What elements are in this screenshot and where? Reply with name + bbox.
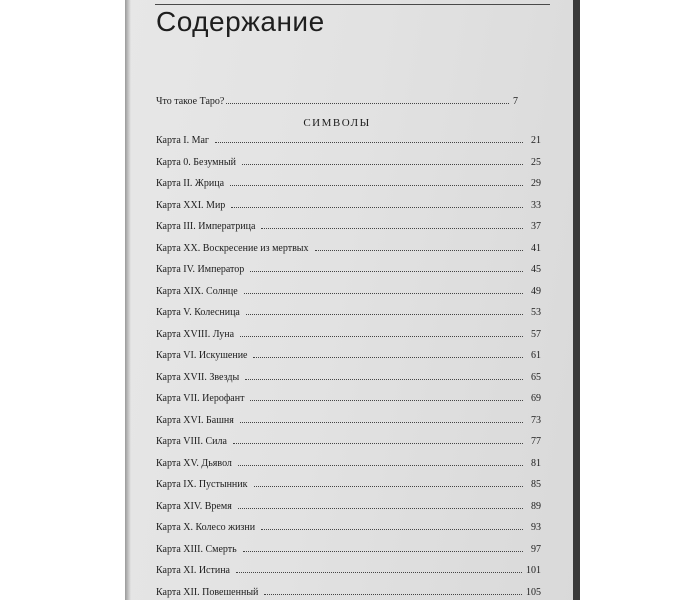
section-heading: СИМВОЛЫ: [156, 117, 518, 129]
leader-dots: [240, 335, 523, 337]
leader-dots: [244, 292, 523, 294]
toc-entry: [156, 264, 541, 286]
toc-entry-page: 89: [527, 501, 541, 512]
toc-entry: [156, 522, 541, 544]
toc-entry: [156, 372, 541, 394]
leader-dots: [254, 485, 524, 487]
toc-intro-label: Что такое Таро?: [156, 96, 224, 107]
toc-entry-label: Карта XIII. Смерть: [156, 544, 241, 555]
toc-entry: [156, 415, 541, 437]
toc-entry: [156, 458, 541, 480]
toc-entry-page: 73: [527, 415, 541, 426]
toc-entry-label: Карта VIII. Сила: [156, 436, 231, 447]
page-edge-shadow: [125, 0, 131, 600]
leader-dots: [233, 442, 523, 444]
toc-entry-label: Карта III. Императрица: [156, 221, 259, 232]
leader-dots: [246, 313, 523, 315]
toc-entry-page: 65: [527, 372, 541, 383]
toc-entry-label: Карта XIV. Время: [156, 501, 236, 512]
toc-entry-page: 77: [527, 436, 541, 447]
toc-entry-label: Карта X. Колесо жизни: [156, 522, 259, 533]
toc-entry-label: Карта XII. Повешенный: [156, 587, 262, 598]
toc-entry-page: 49: [527, 286, 541, 297]
toc-entry: [156, 307, 541, 329]
toc-entry: [156, 243, 541, 265]
toc-entry-page: 105: [526, 587, 541, 598]
toc-entry-label: Карта IX. Пустынник: [156, 479, 252, 490]
leader-dots: [240, 421, 523, 423]
toc-entry: [156, 157, 541, 179]
toc-entry-label: Карта XX. Воскресение из мертвых: [156, 243, 313, 254]
toc-entry-label: Карта XI. Истина: [156, 565, 234, 576]
leader-dots: [250, 399, 523, 401]
toc-entry-label: Карта II. Жрица: [156, 178, 228, 189]
toc-entry: [156, 135, 541, 157]
toc-entry-page: 53: [527, 307, 541, 318]
leader-dots: [236, 571, 522, 573]
leader-dots: [242, 163, 523, 165]
leader-dots: [261, 528, 523, 530]
toc-entry-label: Карта 0. Безумный: [156, 157, 240, 168]
toc-entry-page: 97: [527, 544, 541, 555]
page-title: Содержание: [156, 6, 325, 38]
toc-intro-row: [156, 96, 518, 107]
leader-dots: [215, 141, 523, 143]
toc-entry-page: 93: [527, 522, 541, 533]
leader-dots: [238, 507, 523, 509]
toc-entry: [156, 501, 541, 523]
toc-entry-label: Карта XIX. Солнце: [156, 286, 242, 297]
toc-entry-page: 21: [527, 135, 541, 146]
toc-entry-page: 81: [527, 458, 541, 469]
toc-entry-label: Карта IV. Император: [156, 264, 248, 275]
toc-entry-page: 41: [527, 243, 541, 254]
book-spine: [573, 0, 580, 600]
toc-entry-page: 57: [527, 329, 541, 340]
toc-entry-page: 61: [527, 350, 541, 361]
toc-list: [156, 135, 541, 608]
toc-entry: [156, 178, 541, 200]
toc-entry: [156, 544, 541, 566]
leader-dots: [238, 464, 523, 466]
toc-entry: [156, 565, 541, 587]
toc-entry: [156, 286, 541, 308]
toc-entry: [156, 221, 541, 243]
leader-dots: [261, 227, 523, 229]
toc-entry: [156, 436, 541, 458]
toc-entry-label: Карта XVII. Звезды: [156, 372, 243, 383]
toc-entry-page: 29: [527, 178, 541, 189]
toc-entry: [156, 200, 541, 222]
toc-entry: [156, 587, 541, 608]
toc-entry-page: 85: [527, 479, 541, 490]
toc-entry: [156, 393, 541, 415]
leader-dots: [230, 184, 523, 186]
toc-entry-page: 37: [527, 221, 541, 232]
toc-entry-label: Карта VI. Искушение: [156, 350, 251, 361]
toc-entry: [156, 479, 541, 501]
toc-entry-page: 33: [527, 200, 541, 211]
toc-entry-label: Карта XXI. Мир: [156, 200, 229, 211]
leader-dots: [226, 102, 509, 104]
toc-entry-page: 25: [527, 157, 541, 168]
toc-entry-label: Карта XVI. Башня: [156, 415, 238, 426]
toc-entry: [156, 329, 541, 351]
leader-dots: [253, 356, 523, 358]
leader-dots: [245, 378, 523, 380]
leader-dots: [243, 550, 523, 552]
toc-entry: [156, 350, 541, 372]
toc-entry-label: Карта I. Маг: [156, 135, 213, 146]
toc-entry-page: 69: [527, 393, 541, 404]
toc-entry-page: 45: [527, 264, 541, 275]
top-rule: [155, 4, 550, 5]
toc-entry-label: Карта V. Колесница: [156, 307, 244, 318]
leader-dots: [231, 206, 523, 208]
toc-entry-label: Карта XV. Дьявол: [156, 458, 236, 469]
leader-dots: [315, 249, 523, 251]
leader-dots: [264, 593, 522, 595]
toc-intro-page: 7: [513, 96, 518, 107]
leader-dots: [250, 270, 523, 272]
toc-entry-page: 101: [526, 565, 541, 576]
toc-entry-label: Карта VII. Иерофант: [156, 393, 248, 404]
toc-entry-label: Карта XVIII. Луна: [156, 329, 238, 340]
